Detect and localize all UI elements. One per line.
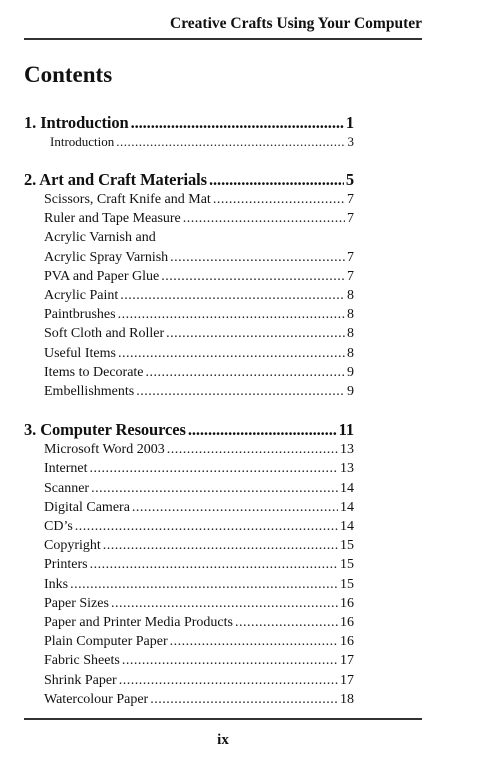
- toc-entry-page: 14: [340, 480, 354, 496]
- toc-entry-page: 3: [347, 134, 354, 149]
- toc-entry: [24, 575, 354, 594]
- toc-entry-label: Paintbrushes: [44, 307, 116, 323]
- toc-entry-page: 8: [347, 345, 354, 361]
- toc-entry-page: 16: [340, 595, 354, 611]
- toc-dot-leader: [119, 671, 338, 690]
- toc-dot-leader: [146, 363, 345, 382]
- toc-entry: [24, 305, 354, 324]
- toc-entry-page: 14: [340, 519, 354, 535]
- toc-entry: [24, 286, 354, 305]
- toc-entry-page: 17: [340, 672, 354, 688]
- toc-entry: [24, 209, 354, 228]
- toc-entry-label: Embellishments: [44, 384, 135, 400]
- toc-dot-leader: [188, 419, 337, 440]
- toc-chapter-heading: [24, 419, 354, 440]
- toc-entry-label: Fabric Sheets: [44, 653, 120, 669]
- toc-dot-leader: [116, 133, 345, 151]
- toc-chapter-heading: [24, 169, 354, 190]
- toc-entry-page: 15: [340, 557, 354, 573]
- toc-chapter-title: 2. Art and Craft Materials: [24, 170, 207, 189]
- toc-entry-page: 7: [347, 249, 354, 265]
- toc-entry-page: 8: [347, 307, 354, 323]
- toc-entry-page: 16: [340, 634, 354, 650]
- toc-entry: [24, 363, 354, 382]
- toc-entry-label: Scanner: [44, 480, 90, 496]
- toc-chapter-title: 1. Introduction: [24, 113, 129, 132]
- toc-entry-label: Useful Items: [44, 345, 116, 361]
- toc-entry-label: Inks: [44, 576, 69, 592]
- toc-dot-leader: [90, 459, 338, 478]
- toc-entry-label: Soft Cloth and Roller: [44, 326, 165, 342]
- toc-entry-page: 7: [347, 268, 354, 284]
- toc-dot-leader: [131, 112, 344, 133]
- toc-entry: [24, 498, 354, 517]
- toc-entry-page: 13: [340, 461, 354, 477]
- toc-entry: [24, 613, 354, 632]
- toc-entry-page: 17: [340, 653, 354, 669]
- toc-entry-label: Paper Sizes: [44, 595, 109, 611]
- toc-entry: [24, 536, 354, 555]
- toc-entry-label: Watercolour Paper: [44, 691, 149, 707]
- toc-dot-leader: [170, 632, 338, 651]
- toc-entry-label: Digital Camera: [44, 499, 130, 515]
- toc-entry-label: Plain Computer Paper: [44, 634, 168, 650]
- toc-chapter-page: 11: [338, 420, 354, 440]
- toc-dot-leader: [183, 209, 345, 228]
- toc-entry-label: Ruler and Tape Measure: [44, 211, 181, 227]
- toc-entry: [24, 555, 354, 574]
- toc-entry-page: 9: [347, 384, 354, 400]
- toc-dot-leader: [70, 575, 338, 594]
- toc-entry: [24, 324, 354, 343]
- toc-entry-page: 16: [340, 615, 354, 631]
- toc-entry-label: Items to Decorate: [44, 364, 144, 380]
- toc-entry: [24, 344, 354, 363]
- toc-entry: [24, 517, 354, 536]
- toc-entry: [24, 651, 354, 670]
- toc-entry-label: Acrylic Spray Varnish: [44, 249, 169, 265]
- toc-entry-label: Scissors, Craft Knife and Mat: [44, 192, 211, 207]
- toc-entry-label: Internet: [44, 461, 88, 477]
- toc-entry-label: Printers: [44, 557, 88, 573]
- toc-dot-leader: [170, 248, 345, 267]
- toc-entry-label: Acrylic Varnish and: [44, 230, 156, 246]
- toc-dot-leader: [167, 440, 338, 459]
- toc-entry-label: Copyright: [44, 538, 101, 554]
- toc-chapter-title: 3. Computer Resources: [24, 420, 186, 440]
- toc-dot-leader: [111, 594, 338, 613]
- toc-chapter: [24, 169, 354, 401]
- toc-dot-leader: [118, 305, 345, 324]
- toc-chapter-heading: [24, 112, 354, 133]
- toc-entry-label: Microsoft Word 2003: [44, 442, 165, 458]
- toc-dot-leader: [120, 286, 345, 305]
- running-header: Creative Crafts Using Your Computer: [170, 15, 422, 32]
- toc-entry: [24, 248, 354, 267]
- toc-dot-leader: [213, 190, 345, 209]
- toc-entry-page: 7: [347, 192, 354, 207]
- toc-entry: [24, 228, 354, 247]
- toc-entry: [24, 479, 354, 498]
- toc-dot-leader: [136, 382, 345, 401]
- toc-entry-label: CD’s: [44, 519, 73, 535]
- toc-dot-leader: [103, 536, 338, 555]
- toc-entry: [24, 133, 354, 151]
- toc-chapter-page: 5: [345, 170, 354, 189]
- toc-entry-page: 9: [347, 364, 354, 380]
- contents-title: Contents: [24, 62, 113, 87]
- toc-entry: [24, 671, 354, 690]
- toc-entry-page: 15: [340, 576, 354, 592]
- toc-entry: [24, 190, 354, 209]
- toc-entry: [24, 267, 354, 286]
- toc-dot-leader: [122, 651, 338, 670]
- toc-dot-leader: [118, 344, 345, 363]
- toc-entry: [24, 440, 354, 459]
- toc-dot-leader: [161, 267, 345, 286]
- toc-entry-label: PVA and Paper Glue: [44, 268, 160, 284]
- toc-dot-leader: [150, 690, 338, 709]
- toc-chapter-page: 1: [345, 113, 354, 132]
- toc-entry-page: 14: [340, 499, 354, 515]
- toc-dot-leader: [90, 555, 338, 574]
- toc-entry-page: 7: [347, 211, 354, 227]
- toc-entry: [24, 690, 354, 709]
- toc-entry: [24, 382, 354, 401]
- toc-entry-label: Acrylic Paint: [44, 288, 119, 304]
- toc-dot-leader: [132, 498, 338, 517]
- toc-entry-page: 18: [340, 691, 354, 707]
- toc-entry: [24, 632, 354, 651]
- toc-dot-leader: [91, 479, 338, 498]
- toc-entry-label: Shrink Paper: [44, 672, 117, 688]
- toc-entry-page: 13: [340, 442, 354, 458]
- toc-entry-page: 8: [347, 288, 354, 304]
- toc-dot-leader: [166, 324, 345, 343]
- toc-entry: [24, 594, 354, 613]
- header-rule: [24, 38, 422, 40]
- toc-dot-leader: [75, 517, 338, 536]
- toc-entry-page: 15: [340, 538, 354, 554]
- toc-entry-page: 8: [347, 326, 354, 342]
- toc-chapter: [24, 112, 354, 151]
- toc-dot-leader: [209, 169, 344, 190]
- page-number: ix: [217, 732, 229, 748]
- toc-dot-leader: [235, 613, 338, 632]
- footer-rule: [24, 718, 422, 720]
- table-of-contents: [24, 112, 354, 727]
- toc-chapter: [24, 419, 354, 709]
- toc-entry: [24, 459, 354, 478]
- toc-entry-label: Introduction: [50, 134, 115, 149]
- toc-entry-label: Paper and Printer Media Products: [44, 615, 233, 631]
